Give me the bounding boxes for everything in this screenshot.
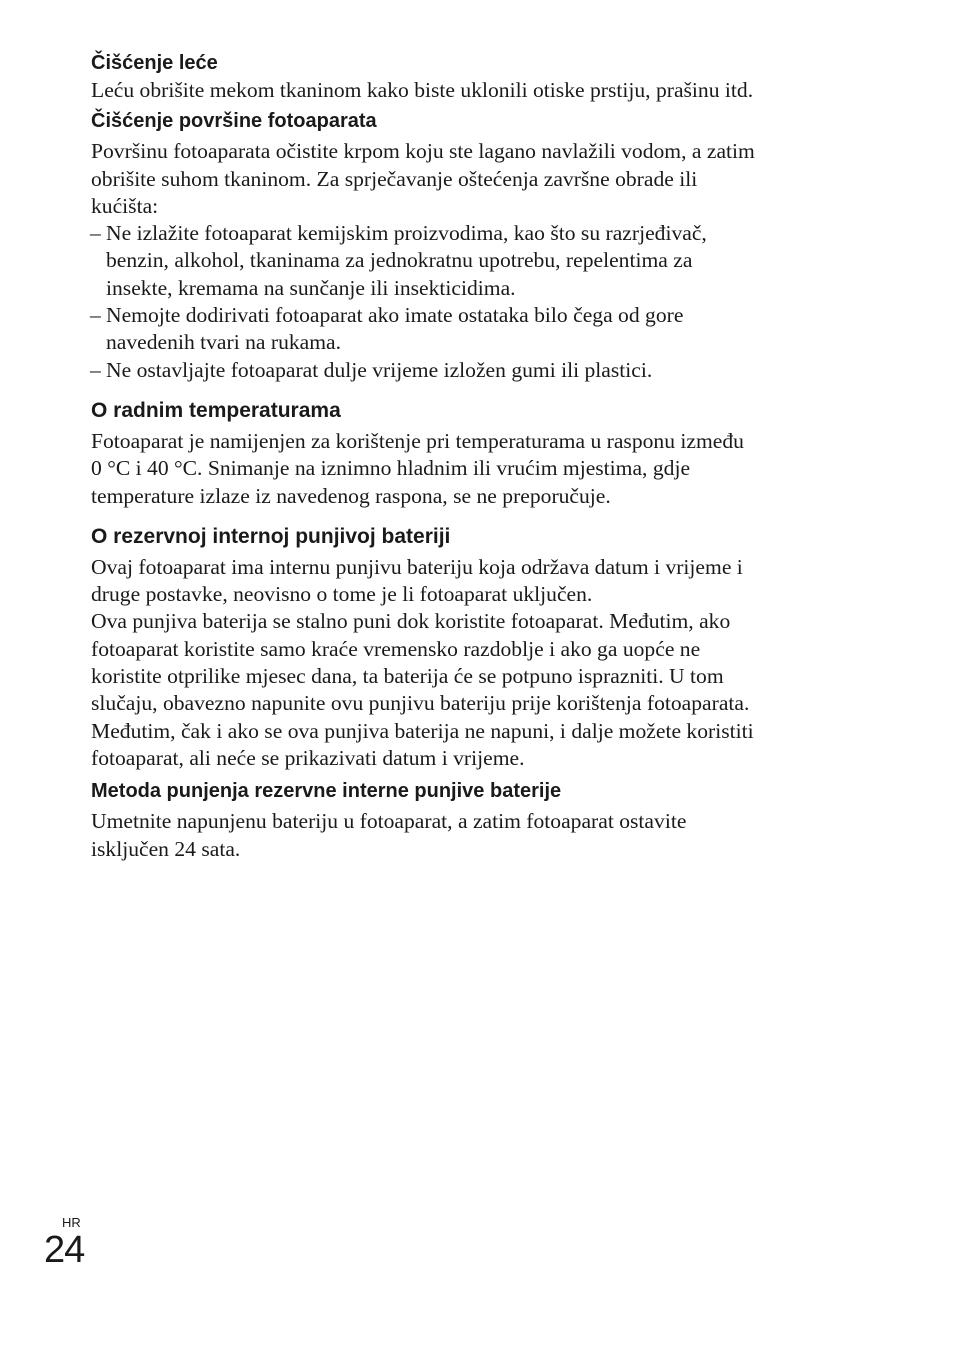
- text-line: temperature izlaze iz navedenog raspona, se ne preporučuje.: [91, 483, 611, 508]
- text-line: Ne ostavljajte fotoaparat dulje vrijeme izložen gumi ili plastici.: [106, 357, 653, 382]
- section-heading-charging-method: Metoda punjenja rezervne interne punjive baterije: [91, 780, 562, 803]
- text-line: koristite otprilike mjesec dana, ta baterija će se potpuno isprazniti. U tom: [91, 664, 724, 689]
- text-line: benzin, alkohol, tkaninama za jednokratnu upotrebu, repelentima za: [106, 248, 693, 273]
- text-line: kućišta:: [91, 193, 159, 218]
- section-body-operating-temperatures: [91, 428, 851, 510]
- section-body-backup-battery: [91, 554, 851, 772]
- section-body-lens-cleaning: [91, 77, 851, 104]
- text-line: obrišite suhom tkaninom. Za sprječavanje oštećenja završne obrade ili: [91, 166, 698, 191]
- text-line: Nemojte dodirivati fotoaparat ako imate ostataka bilo čega od gore: [106, 303, 684, 328]
- text-line: navedenih tvari na rukama.: [106, 330, 342, 355]
- text-line: slučaju, obavezno napunite ovu punjivu bateriju prije korištenja fotoaparata.: [91, 691, 750, 716]
- list-item: [90, 220, 851, 302]
- list-item: [90, 357, 851, 384]
- section-body-charging-method: [91, 808, 851, 863]
- section-body-surface-cleaning: [91, 138, 851, 220]
- text-line: Međutim, čak i ako se ova punjiva baterija ne napuni, i dalje možete koristiti: [91, 718, 754, 743]
- text-line: Ne izlažite fotoaparat kemijskim proizvodima, kao što su razrjeđivač,: [106, 221, 707, 246]
- section-heading-operating-temperatures: O radnim temperaturama: [91, 398, 341, 422]
- dash-marker: –: [90, 221, 101, 246]
- text-line: Ovaj fotoaparat ima internu punjivu bateriju koja održava datum i vrijeme i: [91, 554, 743, 579]
- text-line: Ova punjiva baterija se stalno puni dok koristite fotoaparat. Međutim, ako: [91, 609, 731, 634]
- section-heading-lens-cleaning: Čišćenje leće: [91, 52, 218, 74]
- text-line: Površinu fotoaparata očistite krpom koju ste lagano navlažili vodom, a zatim: [91, 139, 755, 164]
- page-footer: [44, 1216, 84, 1270]
- list-item: [90, 302, 851, 357]
- text-line: isključen 24 sata.: [91, 836, 241, 861]
- language-code: HR: [62, 1215, 81, 1230]
- section-heading-surface-cleaning: Čišćenje površine fotoaparata: [91, 110, 377, 133]
- text-line: Leću obrišite mekom tkaninom kako biste uklonili otiske prstiju, prašinu itd.: [91, 78, 754, 102]
- warnings-list: [91, 220, 851, 384]
- text-line: Umetnite napunjenu bateriju u fotoaparat, a zatim fotoaparat ostavite: [91, 809, 687, 834]
- page-content: [91, 50, 851, 863]
- text-line: druge postavke, neovisno o tome je li fotoaparat uključen.: [91, 582, 593, 607]
- section-heading-backup-battery: O rezervnoj internoj punjivoj bateriji: [91, 524, 451, 548]
- text-line: Fotoaparat je namijenjen za korištenje pri temperaturama u rasponu između: [91, 428, 744, 453]
- text-line: fotoaparat koristite samo kraće vremensko razdoblje i ako ga uopće ne: [91, 636, 701, 661]
- text-line: 0 °C i 40 °C. Snimanje na iznimno hladnim ili vrućim mjestima, gdje: [91, 456, 691, 481]
- text-line: fotoaparat, ali neće se prikazivati datum i vrijeme.: [91, 745, 525, 770]
- page-number: 24: [44, 1229, 85, 1271]
- dash-marker: –: [90, 357, 101, 382]
- dash-marker: –: [90, 303, 101, 328]
- text-line: insekte, kremama na sunčanje ili insekticidima.: [106, 275, 516, 300]
